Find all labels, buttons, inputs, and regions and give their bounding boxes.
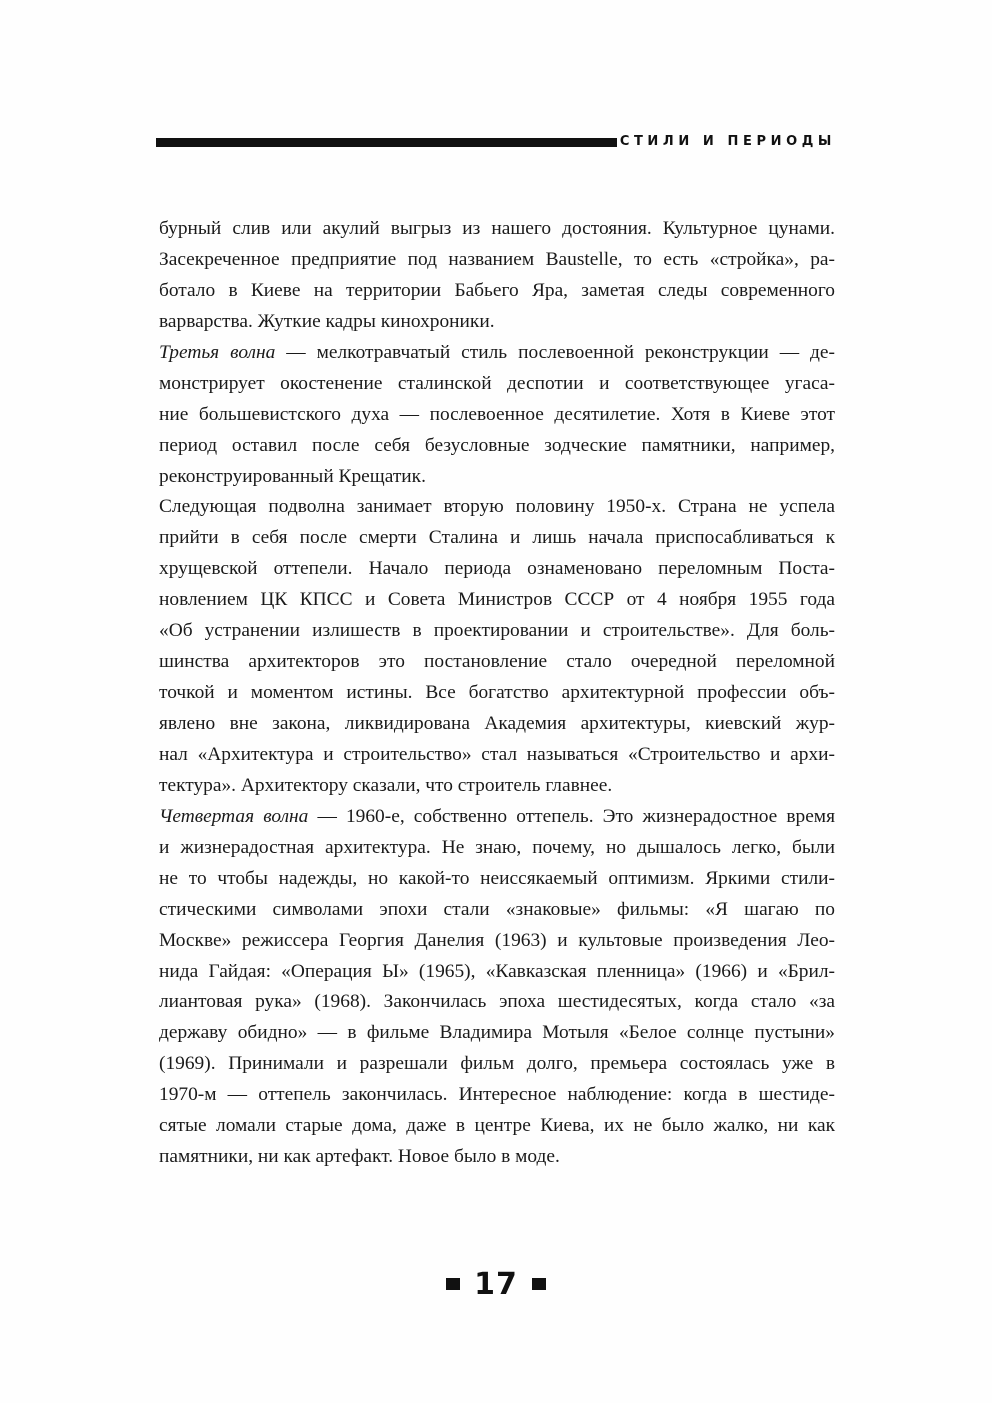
text-line — [159, 802, 835, 833]
section-title: СТИЛИ И ПЕРИОДЫ — [619, 134, 836, 149]
line-text: 1970-м — оттепель закончилась. Интересное наблюдение: когда в шестиде- — [159, 1084, 835, 1106]
line-text: и жизнерадостная архитектура. Не знаю, почему, но дышалось легко, были — [159, 836, 835, 858]
line-text: новлением ЦК КПСС и Совета Министров СССР от 4 ноября 1955 года — [159, 589, 835, 611]
line-text: бурный слив или акулий выгрыз из нашего достояния. Культурное цунами. — [159, 218, 835, 239]
footer-square-right — [532, 1278, 546, 1290]
text-line — [159, 369, 835, 400]
line-text: реконструированный Крещатик. — [159, 465, 426, 487]
line-text: не то чтобы надежды, но какой-то неиссякаемый оптимизм. Яркими стили- — [159, 867, 835, 889]
text-line — [159, 987, 835, 1018]
line-text: явлено вне закона, ликвидирована Академия архитектуры, киевский жур- — [159, 713, 835, 734]
line-text: Засекреченное предприятие под названием Baustelle, то есть «стройка», ра- — [159, 248, 835, 270]
text-line — [159, 431, 835, 462]
line-text: лиантовая рука» (1968). Закончилась эпоха шестидесятых, когда стало «за — [159, 991, 835, 1013]
line-text: стическими символами эпохи стали «знаковые» фильмы: «Я шагаю по — [159, 898, 835, 920]
text-line — [159, 338, 835, 369]
text-line — [159, 678, 835, 709]
text-line — [159, 926, 835, 957]
line-text: тектура». Архитектору сказали, что строитель главнее. — [159, 774, 613, 796]
text-line — [159, 1018, 835, 1049]
line-text: (1969). Принимали и разрешали фильм долго, премьера состоялась уже в — [159, 1053, 835, 1075]
text-line — [159, 492, 835, 523]
text-line — [159, 1142, 835, 1173]
line-text: период оставил после себя безусловные зодческие памятники, например, — [159, 434, 835, 456]
running-header — [156, 135, 836, 151]
text-line — [159, 1080, 835, 1111]
text-line — [159, 647, 835, 678]
text-line — [159, 1111, 835, 1142]
line-text: Москве» режиссера Георгия Данелия (1963) и культовые произведения Лео- — [159, 929, 835, 951]
text-line — [159, 276, 835, 307]
wave-term: Четвертая волна — [159, 805, 309, 827]
wave-term: Третья волна — [159, 341, 276, 363]
line-text: ние большевистского духа — послевоенное десятилетие. Хотя в Киеве этот — [159, 403, 835, 425]
line-text: — мелкотравчатый стиль послевоенной реконструкции — де- — [275, 341, 835, 363]
text-line — [159, 1049, 835, 1080]
footer-square-left — [446, 1278, 460, 1290]
line-text: нида Гайдая: «Операция Ы» (1965), «Кавказская пленница» (1966) и «Брил- — [159, 960, 835, 982]
text-line — [159, 709, 835, 740]
text-line — [159, 895, 835, 926]
text-line — [159, 740, 835, 771]
text-line — [159, 957, 835, 988]
text-line — [159, 616, 835, 647]
text-line — [159, 523, 835, 554]
line-text: державу обидно» — в фильме Владимира Мотыля «Белое солнце пустыни» — [159, 1022, 835, 1044]
line-text: — 1960-е, собственно оттепель. Это жизнерадостное время — [308, 805, 835, 827]
header-rule — [156, 138, 617, 147]
page-footer — [0, 1264, 992, 1304]
line-text: Следующая подволна занимает вторую половину 1950-х. Страна не успела — [159, 496, 835, 518]
text-line — [159, 585, 835, 616]
line-text: шинства архитекторов это постановление стало очередной переломной — [159, 651, 835, 673]
text-line — [159, 462, 835, 493]
line-text: монстрирует окостенение сталинской деспотии и соответствующее угаса- — [159, 372, 835, 394]
text-line — [159, 214, 835, 245]
line-text: «Об устранении излишеств в проектировании и строительстве». Для боль- — [159, 620, 835, 642]
line-text: ботало в Киеве на территории Бабьего Яра, заметая следы современного — [159, 279, 835, 301]
text-line — [159, 245, 835, 276]
text-line — [159, 400, 835, 431]
text-line — [159, 307, 835, 338]
line-text: точкой и моментом истины. Все богатство архитектурной профессии объ- — [159, 682, 835, 704]
line-text: сятые ломали старые дома, даже в центре Киева, их не было жалко, ни как — [159, 1115, 835, 1137]
page-number: 17 — [474, 1266, 518, 1302]
text-line — [159, 554, 835, 585]
body-text — [159, 214, 835, 1173]
text-line — [159, 771, 835, 802]
text-line — [159, 864, 835, 895]
text-line — [159, 833, 835, 864]
line-text: варварства. Жуткие кадры кинохроники. — [159, 310, 495, 332]
line-text: хрущевской оттепели. Начало периода ознаменовано переломным Поста- — [159, 558, 835, 580]
line-text: памятники, ни как артефакт. Новое было в моде. — [159, 1146, 560, 1168]
line-text: прийти в себя после смерти Сталина и лишь начала приспосабливаться к — [159, 527, 835, 549]
line-text: нал «Архитектура и строительство» стал называться «Строительство и архи- — [159, 743, 835, 765]
